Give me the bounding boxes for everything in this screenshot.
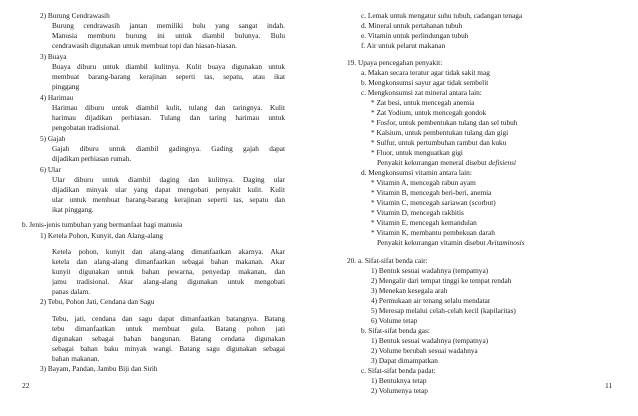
list-item: * Vitamin A, mencegah rabun ayam (371, 178, 476, 187)
text-line: Manusia memburu burung ini untuk diambil bulunya. Bulu (52, 31, 285, 40)
text-line: Tebu, jati, cendana dan sagu dapat dimanfaatkan batangnya. Batang (52, 314, 285, 323)
heading-tebu: 2) Tebu, Pohon Jati, Cendana dan Sagu (40, 297, 155, 306)
text-line: Ular diburu untuk diambil daging dan kulitnya. Daging ular (52, 175, 285, 184)
term-defisiensi: defisiensi (488, 158, 517, 167)
list-item: * Vitamin E, mencegah kemandulan (371, 218, 477, 227)
text-line: tebu dimanfaatkan untuk membuat gula. Batang pohon jati (52, 324, 285, 333)
note-text: Penyakit kekurangan meneral disebut (377, 158, 489, 167)
text-line: ular untuk membuat barang-barang kerajinan seperti tas, sepatu dan (52, 195, 285, 204)
text-line: Buaya diburu untuk diambil kulitnya. Kulit buaya digunakan untuk (52, 62, 285, 71)
text-line: e. Vitamin untuk perlindungan tubuh (361, 31, 469, 40)
text-line: dijadikan perhiasan rumah. (52, 154, 132, 163)
list-item: 3) Menekan kesegala arah (371, 286, 448, 295)
text-line: ikat pinggang. (52, 205, 94, 214)
heading-sifat-benda-padat: c. Sifat-sifat benda padat: (361, 366, 436, 375)
list-item: 2) Mengalir dari tempat tinggi ke tempat rendah (371, 276, 512, 285)
heading-upaya-pencegahan: 19. Upaya pencegahan penyakit: (347, 58, 443, 67)
text-line: kunyit digunakan untuk bahan pewarna, penyedap makanan, dan (52, 267, 285, 276)
list-item: 3) Dapat dimampatkan (371, 356, 438, 365)
list-item: * Zat Yodium, untuk mencegah gondok (371, 108, 487, 117)
text-line: jamu tradisional. Akar alang-alang digunakan untuk mengobati (52, 277, 285, 286)
text-line: Harimau diburu untuk diambil kulit, tulang dan taringnya. Kulit (52, 103, 285, 112)
list-item: * Vitamin B, mencegah beri-beri, anemia (371, 188, 492, 197)
list-item: * Sulfur, untuk pertumbuhan rambut dan kuku (371, 138, 507, 147)
text-line: a. Makan secara teratur agar tidak sakit mag (361, 68, 490, 77)
text-line: f. Air untuk pelarut makanan (361, 41, 446, 50)
heading-bayam: 3) Bayam, Pandan, Jambu Biji dan Sirih (40, 364, 158, 373)
heading-sifat-benda-gas: b. Sifat-sifat benda gas: (361, 326, 430, 335)
heading-burung-cendrawasih: 2) Burung Cendrawasih (40, 11, 110, 20)
text-line: Gajah diburu untuk diambil gadingnya. Gading gajah dapat (52, 144, 285, 153)
list-item: 2) Volume berubah sesuai wadahnya (371, 346, 478, 355)
text-line: harimau dijadikan perhiasan. Tulang dan taring harimau untuk (52, 113, 285, 122)
heading-buaya: 3) Buaya (40, 52, 67, 61)
text-line: bahan makanan. (52, 354, 100, 363)
text-line: dijadikan minyak ular yang dapat mengobati penyakit kulit. Kulit (52, 185, 285, 194)
text-line: sebagai bahan baku minyak wangi. Batang sagu digunakan sebagai (52, 344, 285, 353)
page-number: 22 (22, 381, 30, 390)
list-item: 2) Volumenya tetap (371, 386, 428, 395)
text-line: membuat barang-barang kerajinan seperti tas, sepatu, atau ikat (52, 72, 285, 81)
list-item: * Vitamin D, mencegah rakhitis (371, 208, 464, 217)
text-line: digunakan sebagai bahan bangunan. Batang cendana digunakan (52, 334, 285, 343)
list-item: 1) Bentuk sesuai wadahnya (tempatnya) (371, 266, 489, 275)
heading-ketela-pohon: 1) Ketela Pohon, Kunyit, dan Alang-alang (40, 231, 164, 240)
list-item: 1) Bentuknya tetap (371, 376, 427, 385)
text-line: ketela dan alang-alang dimanfaatkan sebagai bahan makanan. Akar (52, 257, 285, 266)
list-item: 6) Volume tetap (371, 316, 418, 325)
page-number: 11 (605, 381, 613, 390)
text-line: d. Mengkonsumsi vitamin antara lain: (361, 168, 472, 177)
list-item: 1) Bentuk sesuai wadahnya (tempatnya) (371, 336, 489, 345)
text-line: b. Mengkonsumsi sayur agar tidak sembelit (361, 78, 489, 87)
heading-gajah: 5) Gajah (40, 134, 66, 143)
list-item: 5) Meresap melalui celah-celah kecil (kapilaritas) (371, 306, 516, 315)
list-item: * Fluor, untuk menguatkan gigi (371, 148, 463, 157)
text-line: Ketela pohon, kunyit dan alang-alang dimanfaatkan akarnya. Akar (52, 247, 285, 256)
text-line: cendrawasih digunakan untuk membuat topi dan hiasan-hiasan. (52, 41, 238, 50)
list-item: * Fosfor, untuk pembentukan tulang dan sel tubuh (371, 118, 518, 127)
term-avitaminosis: Avitaminosis (487, 238, 525, 247)
text-line: pinggang (52, 82, 80, 91)
list-item: 4) Permukaan air tenang selalu mendatar (371, 296, 491, 305)
text-line: d. Mineral untuk pertahanan tubuh (361, 21, 463, 30)
note-text: Penyakit kekurangan vitamin disebut (377, 238, 488, 247)
heading-sifat-benda-cair: 20. a. Sifat-sifat benda cair: (347, 256, 428, 265)
text-line: c. Lemak untuk mengatur suhu tubuh, cadangan tenaga (361, 11, 523, 20)
text-line: Burung cendrawasih jantan memiliki bulu yang sangat indah. (52, 21, 285, 30)
text-line: panas dalam. (52, 287, 91, 296)
list-item: * Vitamin C, mencegah sariawan (scorbut) (371, 198, 496, 207)
note-vitamin-deficiency (377, 238, 525, 247)
list-item: * Kalsium, untuk pembentukan tulang dan gigi (371, 128, 509, 137)
heading-jenis-tumbuhan: b. Jenis-jenis tumbuhan yang bermanfaat bagi manusia (22, 220, 183, 229)
heading-ular: 6) Ular (40, 165, 61, 174)
list-item: * Vitamin K, membantu pembekuan darah (371, 228, 495, 237)
right-page (319, 0, 638, 416)
text-line: pengobatan tradisional. (52, 123, 121, 132)
text-line: c. Mengkonsumsi zat mineral antara lain: (361, 88, 482, 97)
list-item: * Zat besi, untuk mencegah anemia (371, 98, 475, 107)
heading-harimau: 4) Harimau (40, 93, 74, 102)
note-mineral-deficiency (377, 158, 516, 167)
